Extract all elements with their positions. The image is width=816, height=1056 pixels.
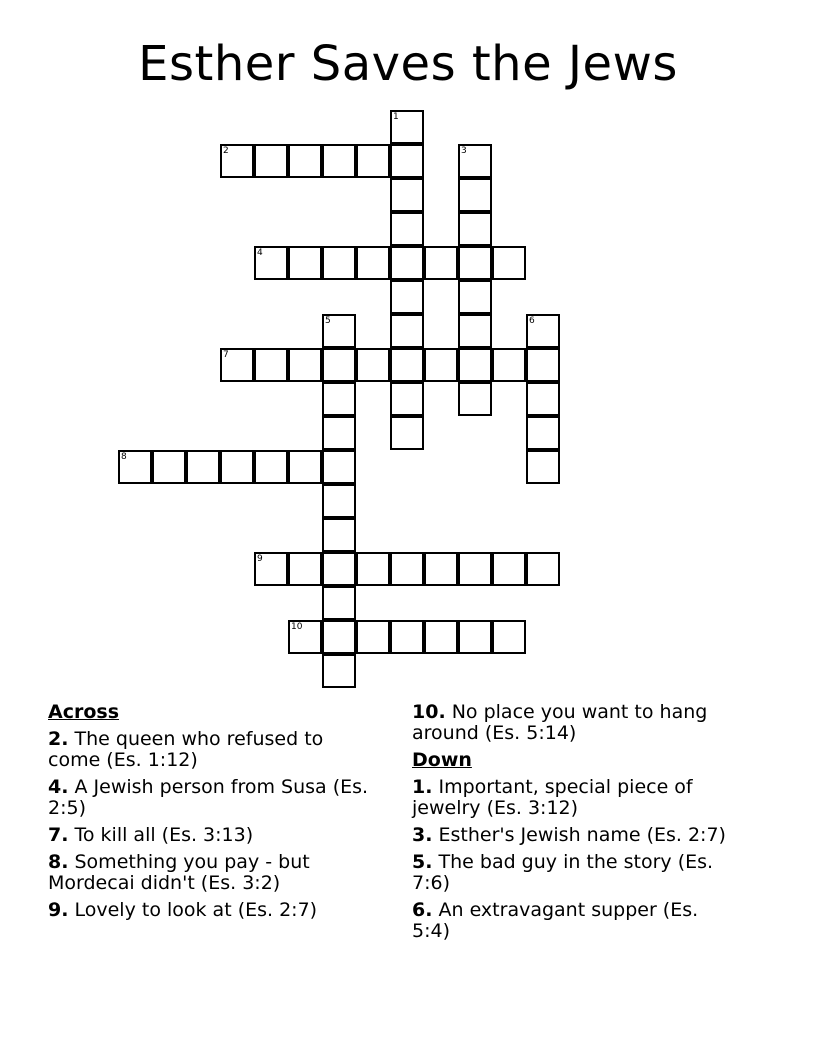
grid-cell[interactable]: [390, 178, 424, 212]
grid-cell[interactable]: [322, 246, 356, 280]
grid-cell[interactable]: [458, 144, 492, 178]
grid-cell[interactable]: [458, 178, 492, 212]
cell-number: 2: [223, 146, 229, 156]
grid-cell[interactable]: [390, 314, 424, 348]
grid-cell[interactable]: [118, 450, 152, 484]
grid-cell[interactable]: [356, 144, 390, 178]
grid-cell[interactable]: [322, 484, 356, 518]
clue-text: Esther's Jewish name (Es. 2:7): [438, 824, 726, 846]
grid-cell[interactable]: [526, 450, 560, 484]
grid-cell[interactable]: [356, 552, 390, 586]
clue-down-1: [412, 777, 737, 819]
across-heading: Across: [48, 701, 120, 723]
grid-cell[interactable]: [254, 552, 288, 586]
clue-across-7: [48, 825, 373, 846]
clue-text: The queen who refused to come (Es. 1:12): [48, 728, 324, 771]
grid-cell[interactable]: [322, 518, 356, 552]
clue-number: 5.: [412, 851, 433, 873]
cell-number: 8: [121, 452, 127, 462]
cell-number: 1: [393, 112, 399, 122]
clue-down-3: [412, 825, 737, 846]
clue-across-8: [48, 852, 373, 894]
grid-cell[interactable]: [390, 552, 424, 586]
grid-cell[interactable]: [288, 450, 322, 484]
clue-text: The bad guy in the story (Es. 7:6): [412, 851, 714, 894]
grid-cell[interactable]: [390, 620, 424, 654]
clue-text: Lovely to look at (Es. 2:7): [74, 899, 318, 921]
clue-across-10: [412, 702, 737, 744]
grid-cell[interactable]: [152, 450, 186, 484]
clue-text: Something you pay - but Mordecai didn't (Es. 3:2): [48, 851, 310, 894]
clues-left-column: [48, 702, 373, 927]
grid-cell[interactable]: [526, 382, 560, 416]
grid-cell[interactable]: [390, 246, 424, 280]
clue-number: 8.: [48, 851, 69, 873]
grid-cell[interactable]: [186, 450, 220, 484]
clue-text: Important, special piece of jewelry (Es. 3:12): [412, 776, 693, 819]
cell-number: 9: [257, 554, 263, 564]
clue-text: No place you want to hang around (Es. 5:14): [412, 701, 708, 744]
grid-cell[interactable]: [458, 552, 492, 586]
grid-cell[interactable]: [322, 450, 356, 484]
grid-cell[interactable]: [322, 348, 356, 382]
grid-cell[interactable]: [458, 280, 492, 314]
grid-cell[interactable]: [458, 348, 492, 382]
grid-cell[interactable]: [390, 212, 424, 246]
clue-across-9: [48, 900, 373, 921]
grid-cell[interactable]: [390, 280, 424, 314]
cell-number: 7: [223, 350, 229, 360]
clue-text: A Jewish person from Susa (Es. 2:5): [48, 776, 369, 819]
clue-across-4: [48, 777, 373, 819]
cell-number: 3: [461, 146, 467, 156]
clue-number: 10.: [412, 701, 446, 723]
grid-cell[interactable]: [288, 348, 322, 382]
grid-cell[interactable]: [288, 552, 322, 586]
grid-cell[interactable]: [322, 552, 356, 586]
grid-cell[interactable]: [492, 348, 526, 382]
clue-number: 4.: [48, 776, 69, 798]
grid-cell[interactable]: [322, 416, 356, 450]
grid-cell[interactable]: [322, 144, 356, 178]
grid-cell[interactable]: [390, 144, 424, 178]
grid-cell[interactable]: [424, 552, 458, 586]
grid-cell[interactable]: [356, 620, 390, 654]
clue-number: 2.: [48, 728, 69, 750]
grid-cell[interactable]: [288, 144, 322, 178]
grid-cell[interactable]: [424, 620, 458, 654]
grid-cell[interactable]: [526, 348, 560, 382]
grid-cell[interactable]: [356, 246, 390, 280]
cell-number: 10: [291, 622, 303, 632]
grid-cell[interactable]: [322, 314, 356, 348]
clue-down-6: [412, 900, 737, 942]
grid-cell[interactable]: [390, 416, 424, 450]
grid-cell[interactable]: [254, 450, 288, 484]
grid-cell[interactable]: [526, 416, 560, 450]
grid-cell[interactable]: [526, 314, 560, 348]
grid-cell[interactable]: [254, 348, 288, 382]
grid-cell[interactable]: [458, 212, 492, 246]
clue-number: 6.: [412, 899, 433, 921]
clue-number: 3.: [412, 824, 433, 846]
grid-cell[interactable]: [458, 314, 492, 348]
grid-cell[interactable]: [220, 348, 254, 382]
grid-cell[interactable]: [390, 110, 424, 144]
cell-number: 4: [257, 248, 263, 258]
grid-cell[interactable]: [492, 246, 526, 280]
grid-cell[interactable]: [356, 348, 390, 382]
grid-cell[interactable]: [220, 144, 254, 178]
grid-cell[interactable]: [492, 552, 526, 586]
grid-cell[interactable]: [322, 586, 356, 620]
clues-right-column: [412, 702, 737, 948]
grid-cell[interactable]: [288, 246, 322, 280]
down-heading: Down: [412, 749, 472, 771]
grid-cell[interactable]: [220, 450, 254, 484]
cell-number: 5: [325, 316, 331, 326]
grid-cell[interactable]: [458, 246, 492, 280]
grid-cell[interactable]: [322, 620, 356, 654]
clue-across-2: [48, 729, 373, 771]
grid-cell[interactable]: [322, 382, 356, 416]
grid-cell[interactable]: [288, 620, 322, 654]
clue-number: 1.: [412, 776, 433, 798]
clue-text: To kill all (Es. 3:13): [74, 824, 254, 846]
grid-cell[interactable]: [322, 654, 356, 688]
grid-cell[interactable]: [254, 246, 288, 280]
clue-number: 9.: [48, 899, 69, 921]
grid-cell[interactable]: [458, 382, 492, 416]
grid-cell[interactable]: [254, 144, 288, 178]
clue-down-5: [412, 852, 737, 894]
grid-cell[interactable]: [458, 620, 492, 654]
cell-number: 6: [529, 316, 535, 326]
grid-cell[interactable]: [390, 348, 424, 382]
grid-cell[interactable]: [424, 246, 458, 280]
grid-cell[interactable]: [492, 620, 526, 654]
clue-number: 7.: [48, 824, 69, 846]
grid-cell[interactable]: [526, 552, 560, 586]
page-title: Esther Saves the Jews: [138, 36, 678, 92]
clue-text: An extravagant supper (Es. 5:4): [412, 899, 699, 942]
grid-cell[interactable]: [390, 382, 424, 416]
grid-cell[interactable]: [424, 348, 458, 382]
